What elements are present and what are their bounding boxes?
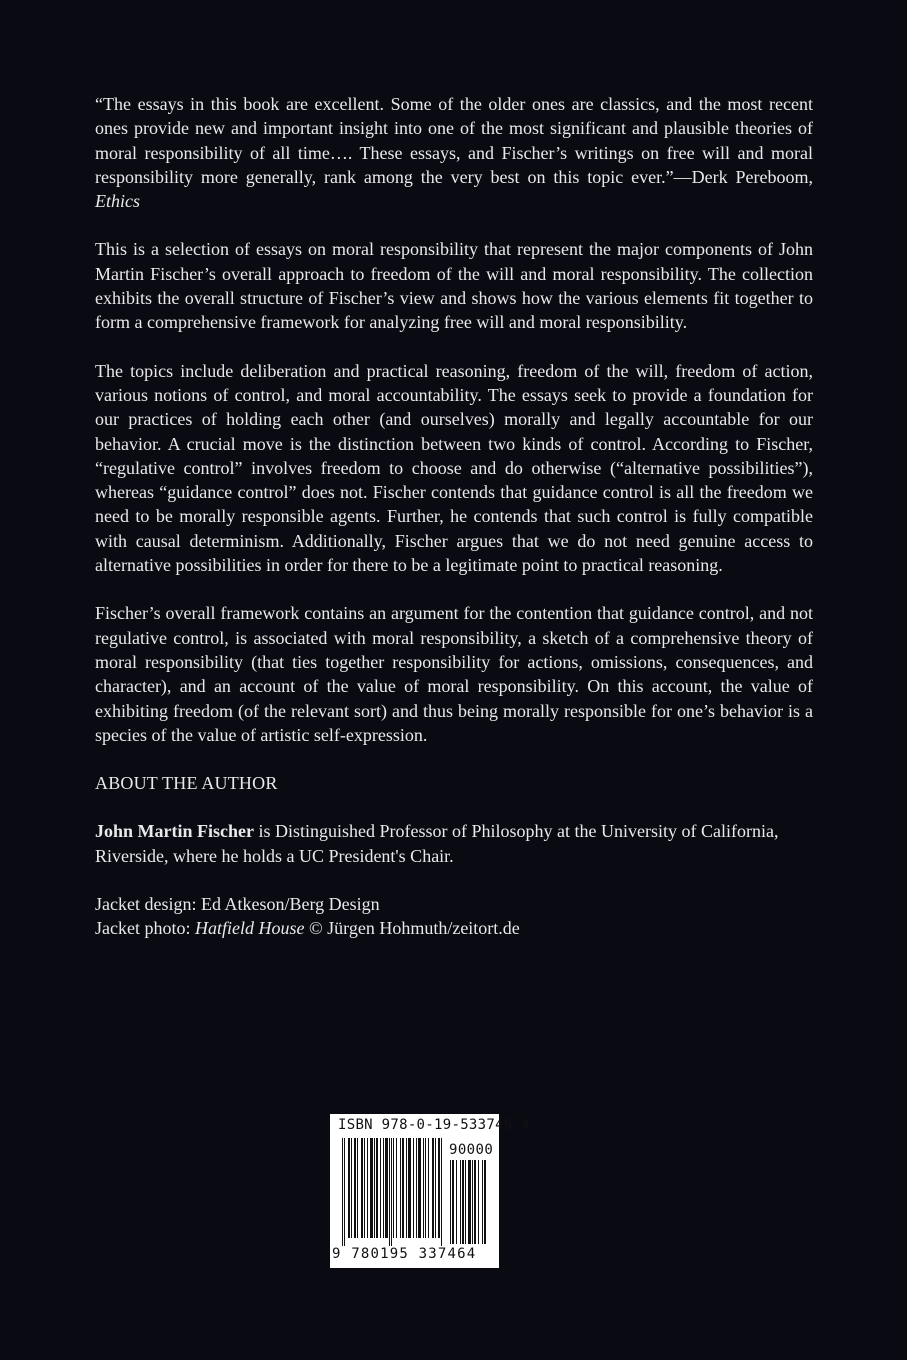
- barcode-bar: [416, 1138, 417, 1238]
- barcode-bar: [385, 1138, 388, 1238]
- barcode-bar: [413, 1138, 414, 1238]
- barcode-bar: [474, 1160, 476, 1244]
- barcode-bar: [391, 1138, 392, 1246]
- barcode-bar: [374, 1138, 375, 1238]
- review-quote-text: “The essays in this book are excellent. Some of the older ones are classics, and the most recent ones provide new and important insight into one of the most significant and plausible theories of moral responsibility of all time…. These essays, and Fischer’s writings on free will and moral responsibility more generally, rank among the very best on this topic ever.”—Derk Pereboom,: [95, 94, 813, 187]
- photo-title: Hatfield House: [194, 918, 305, 939]
- ean-barcode-bars: [342, 1138, 446, 1248]
- barcode-bar: [478, 1160, 479, 1244]
- barcode-bar: [393, 1138, 394, 1238]
- back-cover-text: [95, 92, 813, 941]
- barcode-bar: [348, 1138, 350, 1238]
- barcode-bar: [344, 1138, 345, 1246]
- barcode-bar: [472, 1160, 473, 1244]
- barcode-bar: [406, 1138, 407, 1238]
- jacket-photo-credit: [95, 916, 813, 940]
- addon-barcode-bars: [450, 1160, 494, 1246]
- barcode-bar: [468, 1160, 471, 1244]
- barcode-bar: [354, 1138, 356, 1238]
- barcode-bar: [482, 1160, 483, 1244]
- ean-number: 9 780195 337464: [332, 1246, 477, 1262]
- barcode-bar: [450, 1160, 451, 1244]
- description-paragraph-1: This is a selection of essays on moral responsibility that represent the major components of John Martin Fischer’s overall approach to freedom of the will and moral responsibility. The collection exhibits the overall structure of Fischer’s view and shows how the various elements fit together to form a comprehensive framework for analyzing free will and moral responsibility.: [95, 239, 813, 333]
- barcode-bar: [357, 1138, 358, 1238]
- author-bio-text: is Distinguished Professor of Philosophy at the University of California, Riverside, where he holds a UC President's Chair.: [95, 821, 779, 866]
- photo-credit-rest: © Jürgen Hohmuth/zeitort.de: [304, 918, 520, 939]
- description-paragraph-2: The topics include deliberation and practical reasoning, freedom of the will, freedom of action, various notions of control, and moral accountability. The essays seek to provide a foundation for our practices of holding each other (and ourselves) morally and legally accountable for our behavior. A crucial move is the distinction between two kinds of control. According to Fischer, “regulative control” involves freedom to choose and do otherwise (“alternative possibilities”), whereas “guidance control” does not. Fischer contends that guidance control is all the freedom we need to be morally responsible agents. Further, he contends that such control is fully compatible with causal determinism. Additionally, Fischer argues that we do not need genuine access to alternative possibilities in order for there to be a legitimate point to practical reasoning.: [95, 360, 813, 576]
- barcode-bar: [428, 1138, 429, 1238]
- barcode-bar: [441, 1138, 442, 1246]
- barcode-bar: [351, 1138, 352, 1238]
- barcode-bar: [370, 1138, 373, 1238]
- barcode-bar: [432, 1138, 434, 1238]
- barcode-bar: [435, 1138, 436, 1238]
- jacket-design-credit: Jacket design: Ed Atkeson/Berg Design: [95, 894, 380, 915]
- barcode-bar: [361, 1138, 363, 1238]
- author-bio: [95, 819, 813, 868]
- isbn-number: ISBN 978-0-19-533746-4: [338, 1117, 531, 1133]
- photo-credit-prefix: Jacket photo:: [95, 918, 195, 939]
- price-code: 90000: [449, 1142, 494, 1158]
- barcode-bar: [380, 1138, 381, 1238]
- barcode-bar: [423, 1138, 424, 1238]
- barcode-bar: [408, 1138, 411, 1238]
- barcode-bar: [389, 1138, 390, 1246]
- barcode-bar: [452, 1160, 454, 1244]
- barcode-bar: [367, 1138, 368, 1238]
- barcode-bar: [462, 1160, 464, 1244]
- barcode-bar: [418, 1138, 421, 1238]
- description-paragraph-3: Fischer’s overall framework contains an argument for the contention that guidance control, and not regulative control, is associated with moral responsibility, a sketch of a comprehensive theory of moral responsibility (that ties together responsibility for actions, omissions, consequences, and character), and an account of the value of moral responsibility. On this account, the value of exhibiting freedom (of the relevant sort) and thus being morally responsible for one’s behavior is a species of the value of artistic self-expression.: [95, 603, 813, 745]
- barcode-bar: [400, 1138, 401, 1238]
- barcode-bar: [396, 1138, 397, 1238]
- barcode-bar: [460, 1160, 461, 1244]
- barcode-bar: [484, 1160, 486, 1244]
- barcode-bar: [456, 1160, 457, 1244]
- jacket-credits: [95, 892, 813, 941]
- barcode-bar: [465, 1160, 466, 1244]
- author-name: John Martin Fischer: [95, 821, 254, 842]
- barcode-bar: [402, 1138, 404, 1238]
- barcode-bar: [425, 1138, 426, 1238]
- barcode-bar: [376, 1138, 378, 1238]
- review-quote: [95, 92, 813, 213]
- barcode-bar: [364, 1138, 365, 1238]
- about-author-heading: ABOUT THE AUTHOR: [95, 773, 278, 794]
- barcode-bar: [438, 1138, 440, 1238]
- review-source: Ethics: [95, 191, 140, 212]
- barcode-bar: [342, 1138, 343, 1246]
- isbn-barcode: [330, 1114, 531, 1268]
- barcode-bar: [383, 1138, 384, 1238]
